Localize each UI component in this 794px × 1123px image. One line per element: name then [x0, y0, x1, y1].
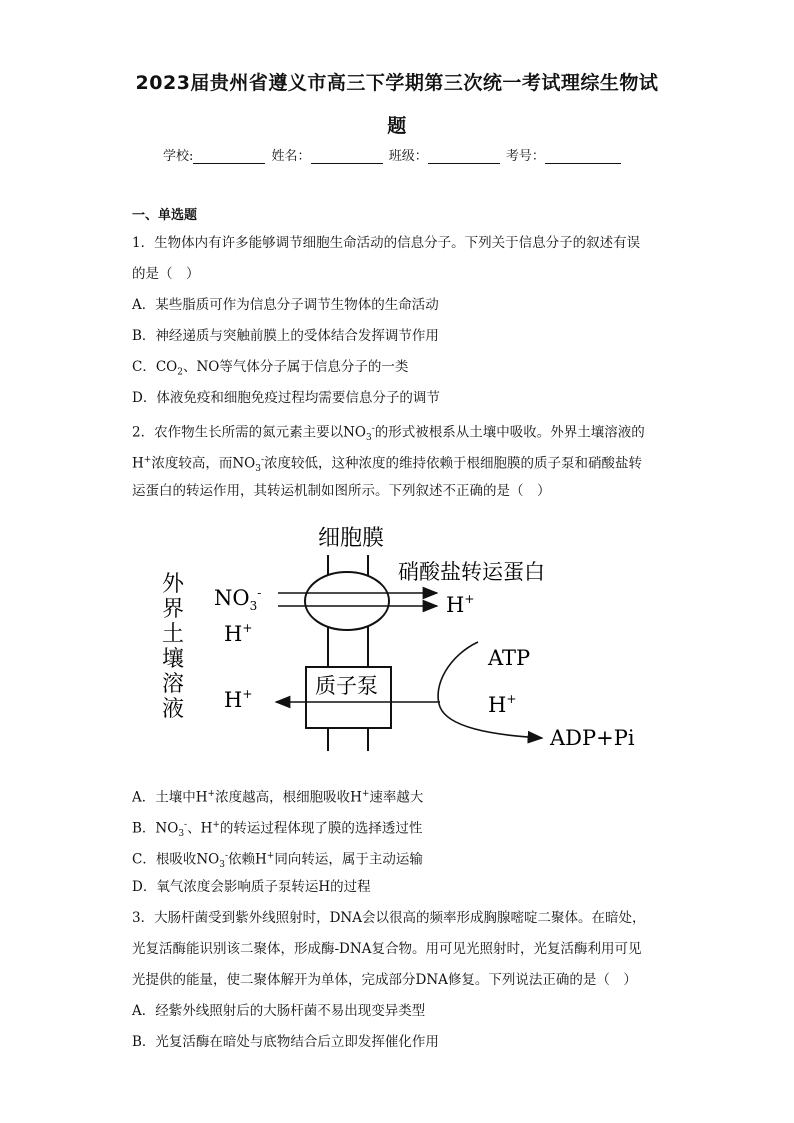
q2-stem-line1: 2．农作物生长所需的氮元素主要以$NO_3^-$的形式被根系从土壤中吸收。外界土壤溶液的 [132, 424, 645, 444]
name-blank[interactable] [311, 149, 383, 164]
no3-label: $NO_3^-$ [214, 586, 262, 613]
transporter-label: 硝酸盐转运蛋白 [398, 560, 545, 584]
svg-text:溶: 溶 [162, 672, 185, 697]
svg-text:液: 液 [162, 697, 185, 722]
q2-stem-line2: H+浓度较高，而$NO_3^-$浓度较低，这种浓度的维持依赖于根细胞膜的质子泵和硝酸盐转 [132, 455, 642, 475]
exam-no-label: 考号： [505, 149, 545, 164]
class-label: 班级： [388, 149, 428, 164]
q2-option-c: C．根吸收$NO_3^-$依赖H+同向转运，属于主动运输 [132, 851, 423, 871]
section-title: 一、单选题 [132, 208, 198, 223]
svg-text:外: 外 [162, 572, 185, 597]
school-label: 学校: [163, 149, 194, 164]
q3-option-b: B．光复活酶在暗处与底物结合后立即发挥催化作用 [132, 1034, 439, 1050]
h-inside-label: H+ [446, 592, 475, 617]
school-blank[interactable] [193, 149, 265, 164]
class-blank[interactable] [428, 149, 500, 164]
q1-option-d: D．体液免疫和细胞免疫过程均需要信息分子的调节 [132, 390, 440, 406]
q1-stem-line2: 的是（ ） [132, 266, 200, 282]
q1-stem-line1: 1．生物体内有许多能够调节细胞生命活动的信息分子。下列关于信息分子的叙述有误 [132, 235, 641, 251]
atp-label: ATP [488, 646, 531, 670]
q3-stem-line2: 光复活酶能识别该二聚体，形成酶-DNA复合物。用可见光照射时，光复活酶利用可见 [132, 941, 642, 957]
outside-solution-label [162, 572, 185, 722]
q2-stem-line3: 运蛋白的转运作用，其转运机制如图所示。下列叙述不正确的是（ ） [132, 483, 551, 499]
q1-option-c: C．$CO_2$、NO等气体分子属于信息分子的一类 [132, 359, 409, 378]
page-title-continued: 题 [387, 115, 407, 137]
pump-label: 质子泵 [315, 674, 378, 698]
student-info-row [163, 145, 623, 164]
q2-option-a: A．土壤中H+浓度越高，根细胞吸收H+速率越大 [132, 789, 424, 806]
q1-option-a: A．某些脂质可作为信息分子调节生物体的生命活动 [132, 297, 439, 313]
h-pumped-label: H+ [224, 687, 253, 712]
q1-option-b: B．神经递质与突触前膜上的受体结合发挥调节作用 [132, 328, 439, 344]
exam-no-blank[interactable] [545, 149, 621, 164]
membrane-label: 细胞膜 [318, 526, 385, 551]
h-cell-label: H+ [488, 692, 517, 717]
adp-label: ADP+Pi [550, 726, 635, 750]
q3-option-a: A．经紫外线照射后的大肠杆菌不易出现变异类型 [132, 1003, 426, 1019]
page-title: 2023届贵州省遵义市高三下学期第三次统一考试理综生物试 [135, 72, 659, 94]
transport-diagram [150, 515, 650, 765]
nitrate-transporter [305, 572, 389, 630]
svg-text:壤: 壤 [162, 647, 185, 672]
q2-option-d: D．氧气浓度会影响质子泵转运H的过程 [132, 879, 371, 895]
q3-stem-line1: 3．大肠杆菌受到紫外线照射时，DNA会以很高的频率形成胸腺嘧啶二聚体。在暗处， [132, 910, 646, 926]
svg-text:界: 界 [162, 597, 185, 622]
q2-option-b: B．$NO_3^-$、H+的转运过程体现了膜的选择透过性 [132, 820, 423, 840]
name-label: 姓名： [271, 149, 311, 164]
svg-text:土: 土 [162, 622, 185, 647]
q3-stem-line3: 光提供的能量，使二聚体解开为单体，完成部分DNA修复。下列说法正确的是（ ） [132, 972, 637, 988]
h-outside-label: H+ [224, 621, 253, 646]
